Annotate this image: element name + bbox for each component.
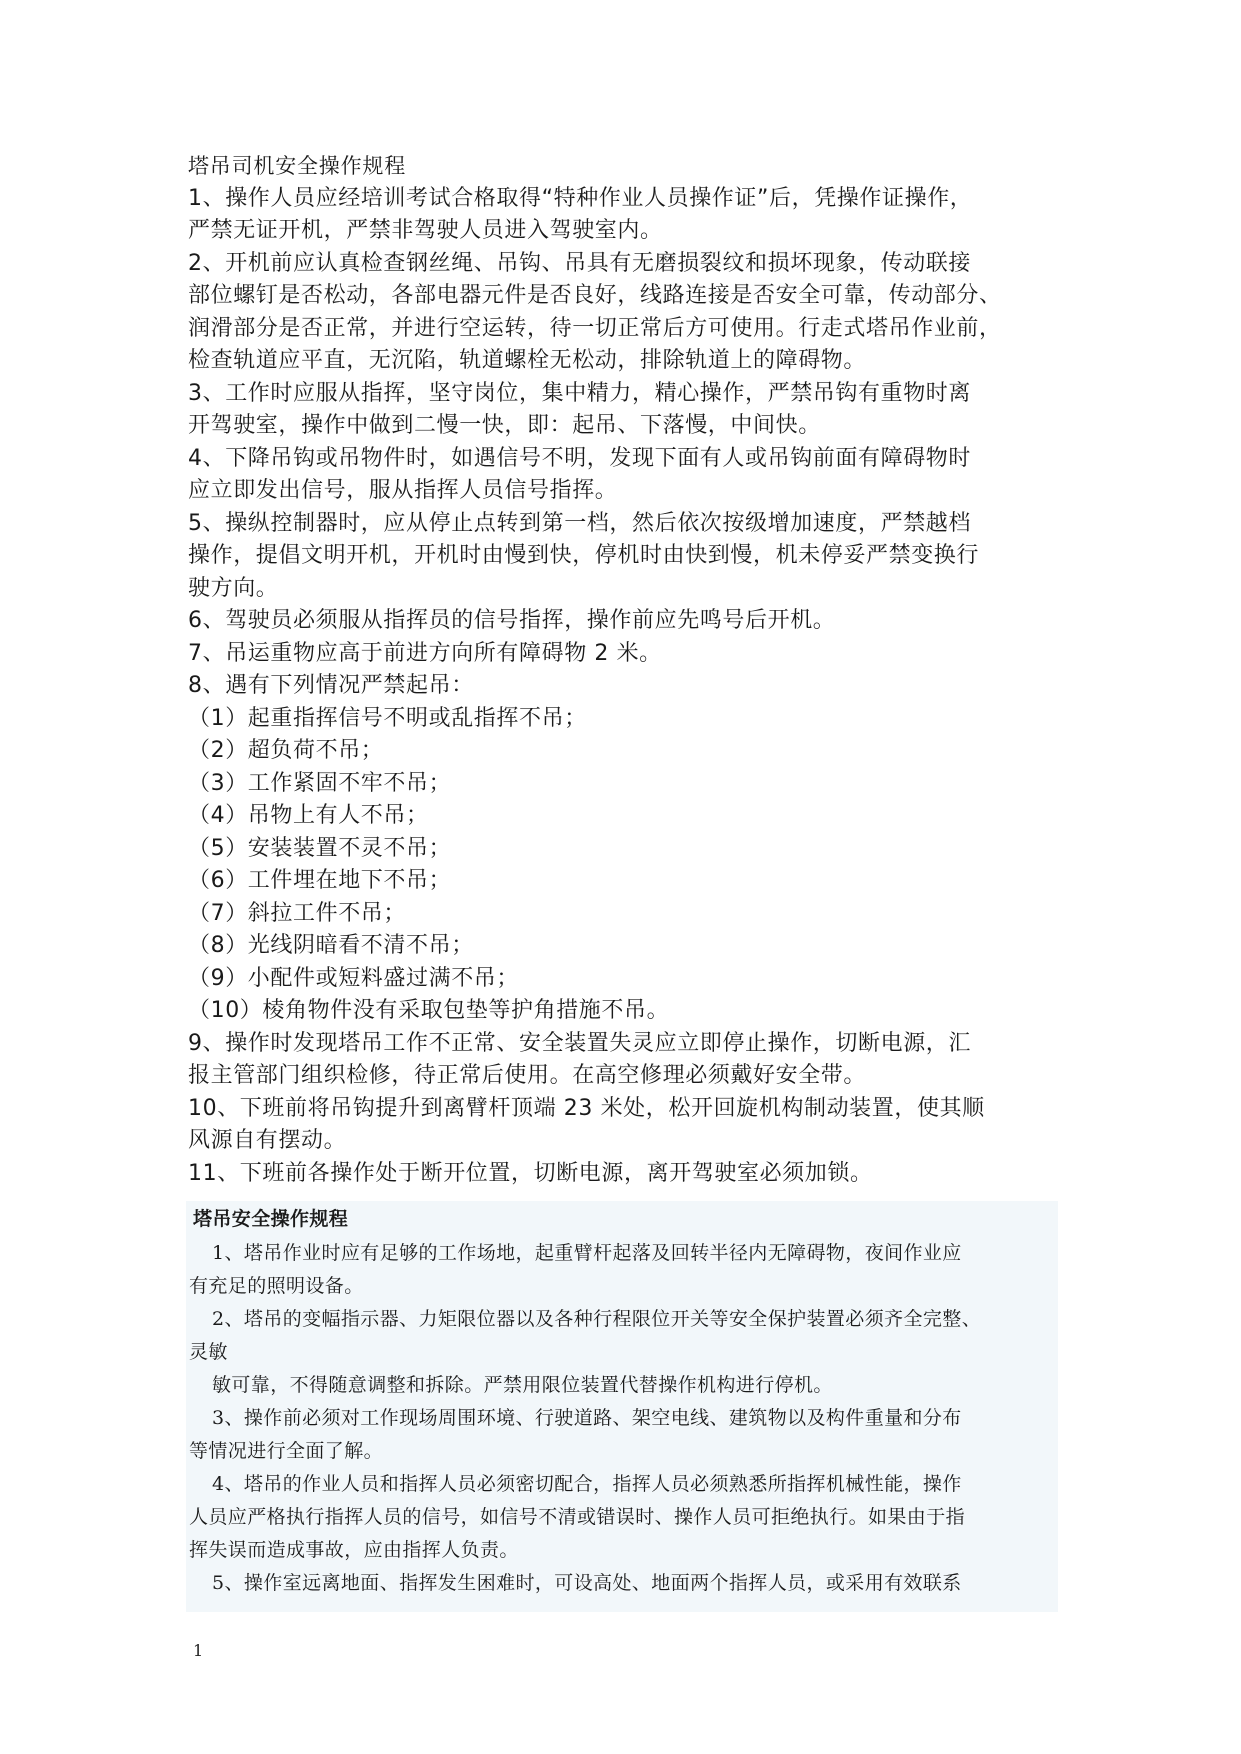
- text-line: 4、下降吊钩或吊物件时，如遇信号不明，发现下面有人或吊钩前面有障碍物时: [188, 445, 971, 471]
- text-line: 检查轨道应平直，无沉陷，轨道螺栓无松动，排除轨道上的障碍物。: [188, 348, 867, 373]
- text-line: 有充足的照明设备。: [189, 1275, 364, 1297]
- text-line: 8、遇有下列情况严禁起吊：: [188, 673, 474, 698]
- text-line: （1）起重指挥信号不明或乱指挥不吊；: [188, 705, 587, 731]
- text-line: 9、操作时发现塔吊工作不正常、安全装置失灵应立即停止操作，切断电源，汇: [188, 1030, 971, 1056]
- text-line: （5）安装装置不灵不吊；: [188, 835, 452, 861]
- text-line: 敏可靠，不得随意调整和拆除。严禁用限位装置代替操作机构进行停机。: [212, 1374, 833, 1396]
- text-line: 1、操作人员应经培训考试合格取得“特种作业人员操作证”后，凭操作证操作，: [188, 185, 973, 211]
- text-line: 2、开机前应认真检查钢丝绳、吊钩、吊具有无磨损裂纹和损坏现象，传动联接: [188, 250, 971, 276]
- text-line: 2、塔吊的变幅指示器、力矩限位器以及各种行程限位开关等安全保护装置必须齐全完整、: [212, 1308, 982, 1330]
- text-line: 部位螺钉是否松动，各部电器元件是否良好，线路连接是否安全可靠，传动部分、: [188, 283, 1002, 308]
- section-title: 塔吊司机安全操作规程: [188, 154, 406, 178]
- text-line: （6）工件埋在地下不吊；: [188, 868, 452, 893]
- text-line: 5、操纵控制器时，应从停止点转到第一档，然后依次按级增加速度，严禁越档: [188, 510, 971, 536]
- text-line: 5、操作室远离地面、指挥发生困难时，可设高处、地面两个指挥人员，或采用有效联系: [212, 1572, 962, 1594]
- text-line: 10、下班前将吊钩提升到离臂杆顶端 23 米处，松开回旋机构制动装置，使其顺: [188, 1095, 985, 1121]
- text-line: 6、驾驶员必须服从指挥员的信号指挥，操作前应先鸣号后开机。: [188, 608, 836, 633]
- text-line: 风源自有摆动。: [188, 1128, 347, 1153]
- text-line: 挥失误而造成事故，应由指挥人负责。: [189, 1539, 519, 1561]
- text-line: 严禁无证开机，严禁非驾驶人员进入驾驶室内。: [188, 218, 663, 243]
- text-line: 开驾驶室，操作中做到二慢一快，即：起吊、下落慢，中间快。: [188, 413, 821, 438]
- text-line: 应立即发出信号，服从指挥人员信号指挥。: [188, 478, 618, 503]
- text-line: 驶方向。: [188, 575, 279, 601]
- text-line: （10）棱角物件没有采取包垫等护角措施不吊。: [188, 998, 670, 1023]
- text-line: 等情况进行全面了解。: [189, 1440, 384, 1462]
- text-line: 操作，提倡文明开机，开机时由慢到快，停机时由快到慢，机未停妥严禁变换行: [188, 543, 980, 568]
- text-line: （7）斜拉工件不吊；: [188, 900, 406, 926]
- text-line: 3、操作前必须对工作现场周围环境、行驶道路、架空电线、建筑物以及构件重量和分布: [212, 1407, 962, 1429]
- text-line: （9）小配件或短料盛过满不吊；: [188, 965, 519, 991]
- text-line: （4）吊物上有人不吊；: [188, 803, 429, 828]
- text-line: （3）工作紧固不牢不吊；: [188, 770, 452, 796]
- text-line: 11、下班前各操作处于断开位置，切断电源，离开驾驶室必须加锁。: [188, 1160, 873, 1186]
- page-number: 1: [193, 1641, 204, 1660]
- section-tower-crane-safety-rules: [186, 1201, 1058, 1612]
- text-line: 4、塔吊的作业人员和指挥人员必须密切配合，指挥人员必须熟悉所指挥机械性能，操作: [212, 1473, 962, 1495]
- text-line: 人员应严格执行指挥人员的信号，如信号不清或错误时、操作人员可拒绝执行。如果由于指: [189, 1506, 966, 1528]
- section-tower-crane-driver-rules: [188, 150, 1058, 1190]
- text-line: 润滑部分是否正常，并进行空运转，待一切正常后方可使用。行走式塔吊作业前，: [188, 315, 1002, 341]
- text-line: 7、吊运重物应高于前进方向所有障碍物 2 米。: [188, 640, 662, 666]
- text-line: （2）超负荷不吊；: [188, 738, 384, 763]
- section-title: 塔吊安全操作规程: [193, 1208, 349, 1230]
- text-line: （8）光线阴暗看不清不吊；: [188, 933, 474, 958]
- text-line: 灵敏: [189, 1341, 228, 1363]
- text-line: 报主管部门组织检修，待正常后使用。在高空修理必须戴好安全带。: [188, 1063, 867, 1088]
- text-line: 1、塔吊作业时应有足够的工作场地，起重臂杆起落及回转半径内无障碍物，夜间作业应: [212, 1242, 962, 1264]
- text-line: 3、工作时应服从指挥，坚守岗位，集中精力，精心操作，严禁吊钩有重物时离: [188, 380, 971, 406]
